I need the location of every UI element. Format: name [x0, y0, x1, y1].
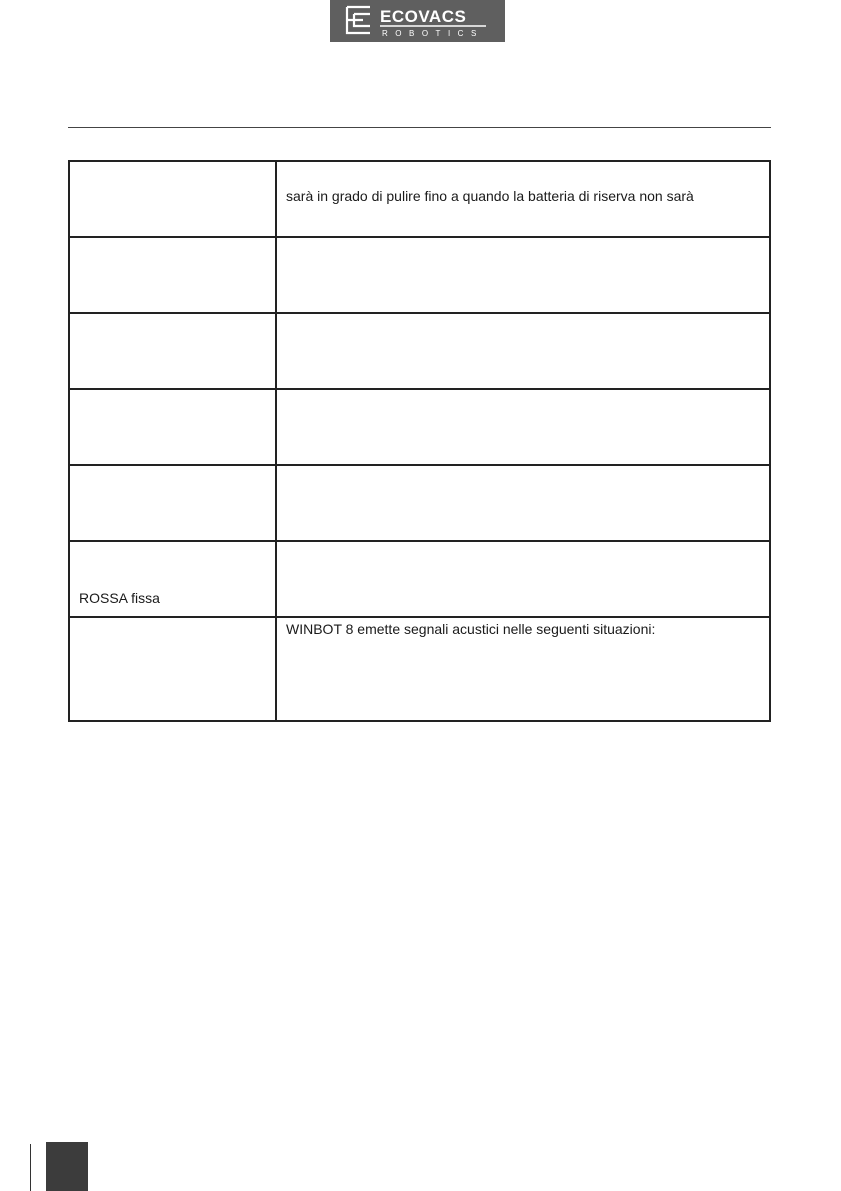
- row-description-cell: [276, 541, 770, 617]
- row-label-cell: [69, 541, 276, 617]
- table-row: [69, 541, 770, 617]
- row-description-cell: [276, 389, 770, 465]
- row-description-cell: [276, 465, 770, 541]
- table-row: [69, 617, 770, 721]
- row-label-cell: [69, 465, 276, 541]
- ecovacs-logo: [330, 0, 505, 42]
- row-description: sarà in grado di pulire fino a quando la batteria di riserva non sarà: [286, 188, 694, 204]
- row-label-cell: [69, 313, 276, 389]
- table-row: [69, 389, 770, 465]
- row-description: WINBOT 8 emette segnali acustici nelle seguenti situazioni:: [286, 621, 656, 637]
- row-label-cell: [69, 389, 276, 465]
- table-row: [69, 313, 770, 389]
- row-description-cell: [276, 237, 770, 313]
- table-row: [69, 161, 770, 237]
- row-label: ROSSA fissa: [79, 590, 160, 606]
- row-label-cell: [69, 237, 276, 313]
- page-edge-line: [30, 1144, 31, 1191]
- logo-mark: [330, 0, 505, 42]
- row-description-cell: [276, 313, 770, 389]
- logo-wordmark: ECOVACS: [380, 7, 467, 26]
- table-row: [69, 465, 770, 541]
- row-description-cell: [276, 617, 770, 721]
- row-description-cell: [276, 161, 770, 237]
- page-tab-marker: [46, 1142, 88, 1191]
- header-divider: [68, 127, 771, 128]
- row-label-cell: [69, 617, 276, 721]
- table-row: [69, 237, 770, 313]
- status-table: [68, 160, 771, 722]
- logo-tagline: ROBOTICS: [382, 29, 484, 38]
- row-label-cell: [69, 161, 276, 237]
